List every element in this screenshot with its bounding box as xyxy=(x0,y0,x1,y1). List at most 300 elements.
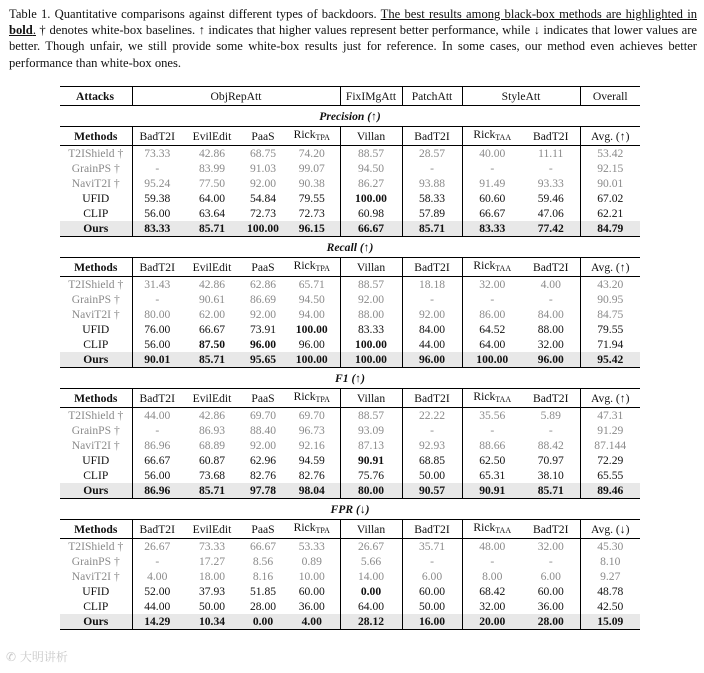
value-cell: 42.86 xyxy=(198,147,226,160)
value-cell: 83.33 xyxy=(462,221,522,237)
value-cell: 84.00 xyxy=(537,308,564,321)
table-row xyxy=(60,292,640,307)
table-row xyxy=(60,161,640,176)
value-cell: 31.43 xyxy=(132,277,182,293)
value-cell: 53.42 xyxy=(580,146,640,162)
value-cell: 100.00 xyxy=(462,352,522,368)
value-cell: 71.94 xyxy=(580,337,640,352)
value-cell: 59.38 xyxy=(132,191,182,206)
value-cell: 97.78 xyxy=(242,483,284,499)
value-cell: 89.46 xyxy=(580,483,640,499)
value-cell: 100.00 xyxy=(242,221,284,237)
value-cell: 28.00 xyxy=(249,600,277,613)
group-patchatt: PatchAtt xyxy=(402,87,462,106)
value-cell: 62.86 xyxy=(249,278,277,291)
value-cell: 40.00 xyxy=(462,146,522,162)
table-row xyxy=(60,277,640,293)
value-cell: 86.96 xyxy=(132,438,182,453)
value-cell: 10.34 xyxy=(182,614,242,630)
value-cell: 93.88 xyxy=(402,176,462,191)
value-cell: 62.96 xyxy=(249,454,277,467)
value-cell: 87.13 xyxy=(340,438,402,453)
col-badt2i-patch: BadT2I xyxy=(402,389,462,408)
value-cell: 90.91 xyxy=(462,483,522,499)
value-cell: 85.71 xyxy=(522,483,580,499)
value-cell: 52.00 xyxy=(132,584,182,599)
value-cell: - xyxy=(548,555,553,568)
value-cell: 96.15 xyxy=(284,221,340,237)
value-cell: 4.00 xyxy=(132,569,182,584)
col-badt2i-style: BadT2I xyxy=(522,127,580,146)
col-rick-taa: Rick$_{TAA}$ xyxy=(462,127,522,146)
metric-title: Precision (↑) xyxy=(60,106,640,127)
method-name: UFID xyxy=(82,585,110,598)
value-cell: 53.33 xyxy=(298,540,325,553)
value-cell: 18.18 xyxy=(402,277,462,293)
value-cell: 60.00 xyxy=(298,585,325,598)
value-cell: 16.00 xyxy=(402,614,462,630)
value-cell: 84.79 xyxy=(580,221,640,237)
value-cell: 73.33 xyxy=(198,540,226,553)
attacks-label: Attacks xyxy=(60,87,132,106)
value-cell: 74.20 xyxy=(298,147,325,160)
value-cell: 26.67 xyxy=(132,539,182,555)
col-badt2i: BadT2I xyxy=(132,520,182,539)
metric-title: FPR (↓) xyxy=(60,499,640,520)
value-cell: 88.57 xyxy=(340,277,402,293)
value-cell: 88.42 xyxy=(537,439,564,452)
value-cell: 88.40 xyxy=(249,424,277,437)
value-cell: 93.33 xyxy=(537,177,564,190)
table-row xyxy=(60,423,640,438)
value-cell: 90.38 xyxy=(298,177,325,190)
value-cell: 42.50 xyxy=(580,599,640,614)
value-cell: 90.01 xyxy=(580,176,640,191)
value-cell: 86.27 xyxy=(340,176,402,191)
value-cell: 32.00 xyxy=(537,540,564,553)
value-cell: 69.70 xyxy=(298,409,325,422)
value-cell: 64.00 xyxy=(340,599,402,614)
value-cell: 92.00 xyxy=(249,177,277,190)
value-cell: 11.11 xyxy=(538,147,564,160)
value-cell: 6.00 xyxy=(540,570,561,583)
value-cell: 64.52 xyxy=(462,322,522,337)
value-cell: 77.42 xyxy=(522,221,580,237)
method-name: CLIP xyxy=(83,600,109,613)
value-cell: 22.22 xyxy=(402,408,462,424)
caption-arrow-note: ↑ indicates that higher values represent better performance, while ↓ indicates that lower values are better. Though unfair, we still provide some white-box results just for reference. In some cases, our method even achieves better performance than white-box ones. xyxy=(9,23,697,70)
value-cell: 100.00 xyxy=(284,352,340,368)
value-cell: - xyxy=(548,424,553,437)
col-badt2i-patch: BadT2I xyxy=(402,127,462,146)
value-cell: 43.20 xyxy=(580,277,640,293)
col-rick-tpa: Rick$_{TPA}$ xyxy=(284,520,340,539)
metric-title: Recall (↑) xyxy=(60,237,640,258)
column-header-row xyxy=(60,520,640,539)
value-cell: 88.57 xyxy=(340,146,402,162)
value-cell: - xyxy=(462,161,522,176)
value-cell: 98.04 xyxy=(284,483,340,499)
method-name: Ours xyxy=(60,352,132,368)
value-cell: 32.00 xyxy=(462,277,522,293)
value-cell: 92.93 xyxy=(402,438,462,453)
table-row xyxy=(60,554,640,569)
metric-title-row xyxy=(60,237,640,258)
col-rick-taa: Rick$_{TAA}$ xyxy=(462,258,522,277)
caption-label: Table 1. xyxy=(9,7,51,21)
table-row xyxy=(60,408,640,424)
value-cell: - xyxy=(548,162,553,175)
value-cell: 92.15 xyxy=(580,161,640,176)
value-cell: 100.00 xyxy=(295,323,328,336)
method-name: UFID xyxy=(82,192,110,205)
value-cell: 92.00 xyxy=(249,308,277,321)
ours-row xyxy=(60,483,640,499)
value-cell: 28.57 xyxy=(402,146,462,162)
value-cell: - xyxy=(132,423,182,438)
value-cell: 86.96 xyxy=(132,483,182,499)
table-row xyxy=(60,569,640,584)
value-cell: 85.71 xyxy=(182,352,242,368)
value-cell: - xyxy=(462,554,522,569)
value-cell: 85.71 xyxy=(182,221,242,237)
value-cell: 42.86 xyxy=(198,278,226,291)
col-average: Avg. (↑) xyxy=(580,389,640,408)
value-cell: 4.00 xyxy=(284,614,340,630)
value-cell: 32.00 xyxy=(537,338,564,351)
value-cell: 51.85 xyxy=(249,585,277,598)
value-cell: 0.00 xyxy=(242,614,284,630)
value-cell: 45.30 xyxy=(580,539,640,555)
value-cell: 35.71 xyxy=(402,539,462,555)
value-cell: 14.00 xyxy=(340,569,402,584)
value-cell: 32.00 xyxy=(462,599,522,614)
methods-label: Methods xyxy=(60,520,132,539)
method-name: CLIP xyxy=(83,207,109,220)
value-cell: 96.73 xyxy=(298,424,325,437)
col-rick-taa: Rick$_{TAA}$ xyxy=(462,389,522,408)
value-cell: 92.16 xyxy=(298,439,325,452)
col-badt2i-patch: BadT2I xyxy=(402,258,462,277)
value-cell: - xyxy=(132,292,182,307)
value-cell: 86.69 xyxy=(249,293,277,306)
value-cell: 66.67 xyxy=(462,206,522,221)
value-cell: 88.66 xyxy=(462,438,522,453)
col-eviledit: EvilEdit xyxy=(182,127,242,146)
value-cell: 59.46 xyxy=(537,192,564,205)
method-name: T2IShield † xyxy=(68,278,124,291)
value-cell: 72.73 xyxy=(298,207,325,220)
value-cell: 100.00 xyxy=(340,337,402,352)
value-cell: 4.00 xyxy=(540,278,561,291)
value-cell: 72.29 xyxy=(580,453,640,468)
value-cell: 60.87 xyxy=(198,454,226,467)
value-cell: 91.03 xyxy=(249,162,277,175)
table-row xyxy=(60,206,640,221)
method-name: NaviT2I † xyxy=(71,177,120,190)
value-cell: 64.00 xyxy=(198,192,226,205)
value-cell: 0.00 xyxy=(340,584,402,599)
value-cell: 80.00 xyxy=(132,307,182,322)
col-badt2i: BadT2I xyxy=(132,127,182,146)
value-cell: 8.56 xyxy=(252,555,274,568)
caption-intro: Quantitative comparisons against different types of backdoors. xyxy=(50,7,381,21)
group-objrepatt: ObjRepAtt xyxy=(132,87,340,106)
value-cell: 87.144 xyxy=(580,438,640,453)
value-cell: 73.68 xyxy=(198,469,226,482)
value-cell: 60.00 xyxy=(402,584,462,599)
value-cell: - xyxy=(132,554,182,569)
methods-label: Methods xyxy=(60,389,132,408)
value-cell: 56.00 xyxy=(132,206,182,221)
table-row xyxy=(60,307,640,322)
col-rick-tpa: Rick$_{TPA}$ xyxy=(284,127,340,146)
value-cell: 35.56 xyxy=(462,408,522,424)
table-row xyxy=(60,146,640,162)
value-cell: 88.00 xyxy=(340,307,402,322)
value-cell: 73.91 xyxy=(249,323,277,336)
value-cell: 82.76 xyxy=(249,469,277,482)
table-row xyxy=(60,191,640,206)
value-cell: 70.97 xyxy=(537,454,564,467)
value-cell: 0.89 xyxy=(301,555,322,568)
method-name: GrainPS † xyxy=(71,555,120,568)
col-average: Avg. (↑) xyxy=(580,127,640,146)
value-cell: - xyxy=(132,161,182,176)
value-cell: 50.00 xyxy=(198,600,226,613)
value-cell: 9.27 xyxy=(580,569,640,584)
value-cell: 62.50 xyxy=(462,453,522,468)
value-cell: 17.27 xyxy=(198,555,226,568)
method-name: Ours xyxy=(60,614,132,630)
col-eviledit: EvilEdit xyxy=(182,389,242,408)
value-cell: 50.00 xyxy=(402,599,462,614)
metric-title: F1 (↑) xyxy=(60,368,640,389)
value-cell: 44.00 xyxy=(132,599,182,614)
value-cell: 82.76 xyxy=(298,469,325,482)
results-table xyxy=(60,86,640,630)
value-cell: 96.00 xyxy=(522,352,580,368)
value-cell: 90.01 xyxy=(132,352,182,368)
value-cell: - xyxy=(548,293,553,306)
col-paas: PaaS xyxy=(242,389,284,408)
value-cell: - xyxy=(402,292,462,307)
value-cell: 60.00 xyxy=(537,585,564,598)
col-average: Avg. (↑) xyxy=(580,258,640,277)
metric-title-row xyxy=(60,106,640,127)
method-name: NaviT2I † xyxy=(71,439,120,452)
col-average: Avg. (↓) xyxy=(580,520,640,539)
value-cell: 8.00 xyxy=(462,569,522,584)
value-cell: 66.67 xyxy=(132,453,182,468)
value-cell: 58.33 xyxy=(402,191,462,206)
value-cell: 85.71 xyxy=(402,221,462,237)
col-villan: Villan xyxy=(340,127,402,146)
value-cell: 86.00 xyxy=(462,307,522,322)
value-cell: 56.00 xyxy=(132,337,182,352)
value-cell: 60.60 xyxy=(462,191,522,206)
value-cell: 20.00 xyxy=(462,614,522,630)
group-overall: Overall xyxy=(580,87,640,106)
group-fiximgatt: FixIMgAtt xyxy=(340,87,402,106)
value-cell: 96.00 xyxy=(298,338,325,351)
table-row xyxy=(60,337,640,352)
methods-label: Methods xyxy=(60,258,132,277)
value-cell: 28.12 xyxy=(340,614,402,630)
value-cell: 62.00 xyxy=(198,308,226,321)
value-cell: 42.86 xyxy=(198,409,226,422)
value-cell: 5.66 xyxy=(340,554,402,569)
value-cell: - xyxy=(462,423,522,438)
value-cell: 83.33 xyxy=(340,322,402,337)
value-cell: 92.00 xyxy=(249,439,277,452)
value-cell: 65.31 xyxy=(462,468,522,483)
value-cell: - xyxy=(462,292,522,307)
method-name: CLIP xyxy=(83,338,109,351)
value-cell: 8.16 xyxy=(252,570,274,583)
value-cell: 65.71 xyxy=(298,278,325,291)
col-paas: PaaS xyxy=(242,258,284,277)
value-cell: 38.10 xyxy=(537,469,564,482)
table-row xyxy=(60,176,640,191)
table-row xyxy=(60,539,640,555)
value-cell: 88.00 xyxy=(537,323,564,336)
col-badt2i-patch: BadT2I xyxy=(402,520,462,539)
caption-best-note: The best results among black-box methods are highlighted in bold. xyxy=(9,7,697,38)
value-cell: 28.00 xyxy=(522,614,580,630)
ours-row xyxy=(60,352,640,368)
value-cell: 68.85 xyxy=(402,453,462,468)
caption-whitebox-note: † denotes white-box baselines. xyxy=(35,23,196,38)
value-cell: 83.33 xyxy=(132,221,182,237)
method-name: GrainPS † xyxy=(71,162,120,175)
value-cell: 88.57 xyxy=(340,408,402,424)
value-cell: 84.00 xyxy=(402,322,462,337)
value-cell: 63.64 xyxy=(198,207,226,220)
ours-row xyxy=(60,614,640,630)
table-row xyxy=(60,468,640,483)
methods-label: Methods xyxy=(60,127,132,146)
value-cell: 66.67 xyxy=(198,323,226,336)
value-cell: 75.76 xyxy=(340,468,402,483)
value-cell: 93.09 xyxy=(340,423,402,438)
value-cell: 6.00 xyxy=(402,569,462,584)
method-name: GrainPS † xyxy=(71,293,120,306)
value-cell: 79.55 xyxy=(298,192,325,205)
method-name: T2IShield † xyxy=(68,540,124,553)
col-villan: Villan xyxy=(340,389,402,408)
value-cell: 100.00 xyxy=(340,352,402,368)
value-cell: 80.00 xyxy=(340,483,402,499)
value-cell: 26.67 xyxy=(340,539,402,555)
col-villan: Villan xyxy=(340,520,402,539)
value-cell: - xyxy=(402,554,462,569)
method-name: T2IShield † xyxy=(68,147,124,160)
col-rick-taa: Rick$_{TAA}$ xyxy=(462,520,522,539)
value-cell: 56.00 xyxy=(132,468,182,483)
value-cell: 62.21 xyxy=(580,206,640,221)
value-cell: 66.67 xyxy=(340,221,402,237)
table-row xyxy=(60,453,640,468)
value-cell: 57.89 xyxy=(402,206,462,221)
value-cell: 47.06 xyxy=(537,207,564,220)
group-styleatt: StyleAtt xyxy=(462,87,580,106)
column-header-row xyxy=(60,127,640,146)
value-cell: 94.59 xyxy=(298,454,325,467)
value-cell: 90.57 xyxy=(402,483,462,499)
method-name: GrainPS † xyxy=(71,424,120,437)
value-cell: 68.89 xyxy=(198,439,226,452)
metric-title-row xyxy=(60,368,640,389)
attack-header-row xyxy=(60,87,640,106)
value-cell: 10.00 xyxy=(298,570,325,583)
value-cell: 72.73 xyxy=(249,207,277,220)
value-cell: 64.00 xyxy=(462,337,522,352)
method-name: Ours xyxy=(60,483,132,499)
method-name: NaviT2I † xyxy=(71,308,120,321)
value-cell: 66.67 xyxy=(249,540,277,553)
value-cell: 86.93 xyxy=(198,424,226,437)
value-cell: 54.84 xyxy=(249,192,277,205)
method-name: UFID xyxy=(82,323,110,336)
value-cell: 69.70 xyxy=(249,409,277,422)
col-eviledit: EvilEdit xyxy=(182,520,242,539)
value-cell: 95.24 xyxy=(132,176,182,191)
value-cell: 90.61 xyxy=(198,293,226,306)
value-cell: 14.29 xyxy=(132,614,182,630)
value-cell: 48.00 xyxy=(462,539,522,555)
value-cell: 77.50 xyxy=(198,177,226,190)
value-cell: 8.10 xyxy=(580,554,640,569)
ours-row xyxy=(60,221,640,237)
value-cell: 94.50 xyxy=(298,293,325,306)
method-name: CLIP xyxy=(83,469,109,482)
value-cell: 96.00 xyxy=(402,352,462,368)
col-eviledit: EvilEdit xyxy=(182,258,242,277)
col-paas: PaaS xyxy=(242,520,284,539)
value-cell: 85.71 xyxy=(182,483,242,499)
value-cell: 36.00 xyxy=(537,600,564,613)
watermark: ✆ 大明讲析 xyxy=(6,650,68,664)
col-paas: PaaS xyxy=(242,127,284,146)
value-cell: - xyxy=(402,423,462,438)
col-rick-tpa: Rick$_{TPA}$ xyxy=(284,258,340,277)
table-row xyxy=(60,599,640,614)
value-cell: 84.75 xyxy=(580,307,640,322)
value-cell: 92.00 xyxy=(402,307,462,322)
value-cell: 37.93 xyxy=(198,585,226,598)
value-cell: 79.55 xyxy=(580,322,640,337)
value-cell: 65.55 xyxy=(580,468,640,483)
value-cell: 68.42 xyxy=(462,584,522,599)
value-cell: 91.49 xyxy=(462,176,522,191)
col-badt2i-style: BadT2I xyxy=(522,389,580,408)
value-cell: 48.78 xyxy=(580,584,640,599)
method-name: UFID xyxy=(82,454,110,467)
value-cell: 18.00 xyxy=(198,570,226,583)
value-cell: 76.00 xyxy=(132,322,182,337)
value-cell: 90.91 xyxy=(340,453,402,468)
table-row xyxy=(60,438,640,453)
value-cell: 99.07 xyxy=(298,162,325,175)
value-cell: 44.00 xyxy=(402,337,462,352)
value-cell: 36.00 xyxy=(298,600,325,613)
value-cell: 60.98 xyxy=(340,206,402,221)
value-cell: 95.65 xyxy=(242,352,284,368)
col-badt2i-style: BadT2I xyxy=(522,520,580,539)
table-row xyxy=(60,584,640,599)
col-badt2i: BadT2I xyxy=(132,258,182,277)
